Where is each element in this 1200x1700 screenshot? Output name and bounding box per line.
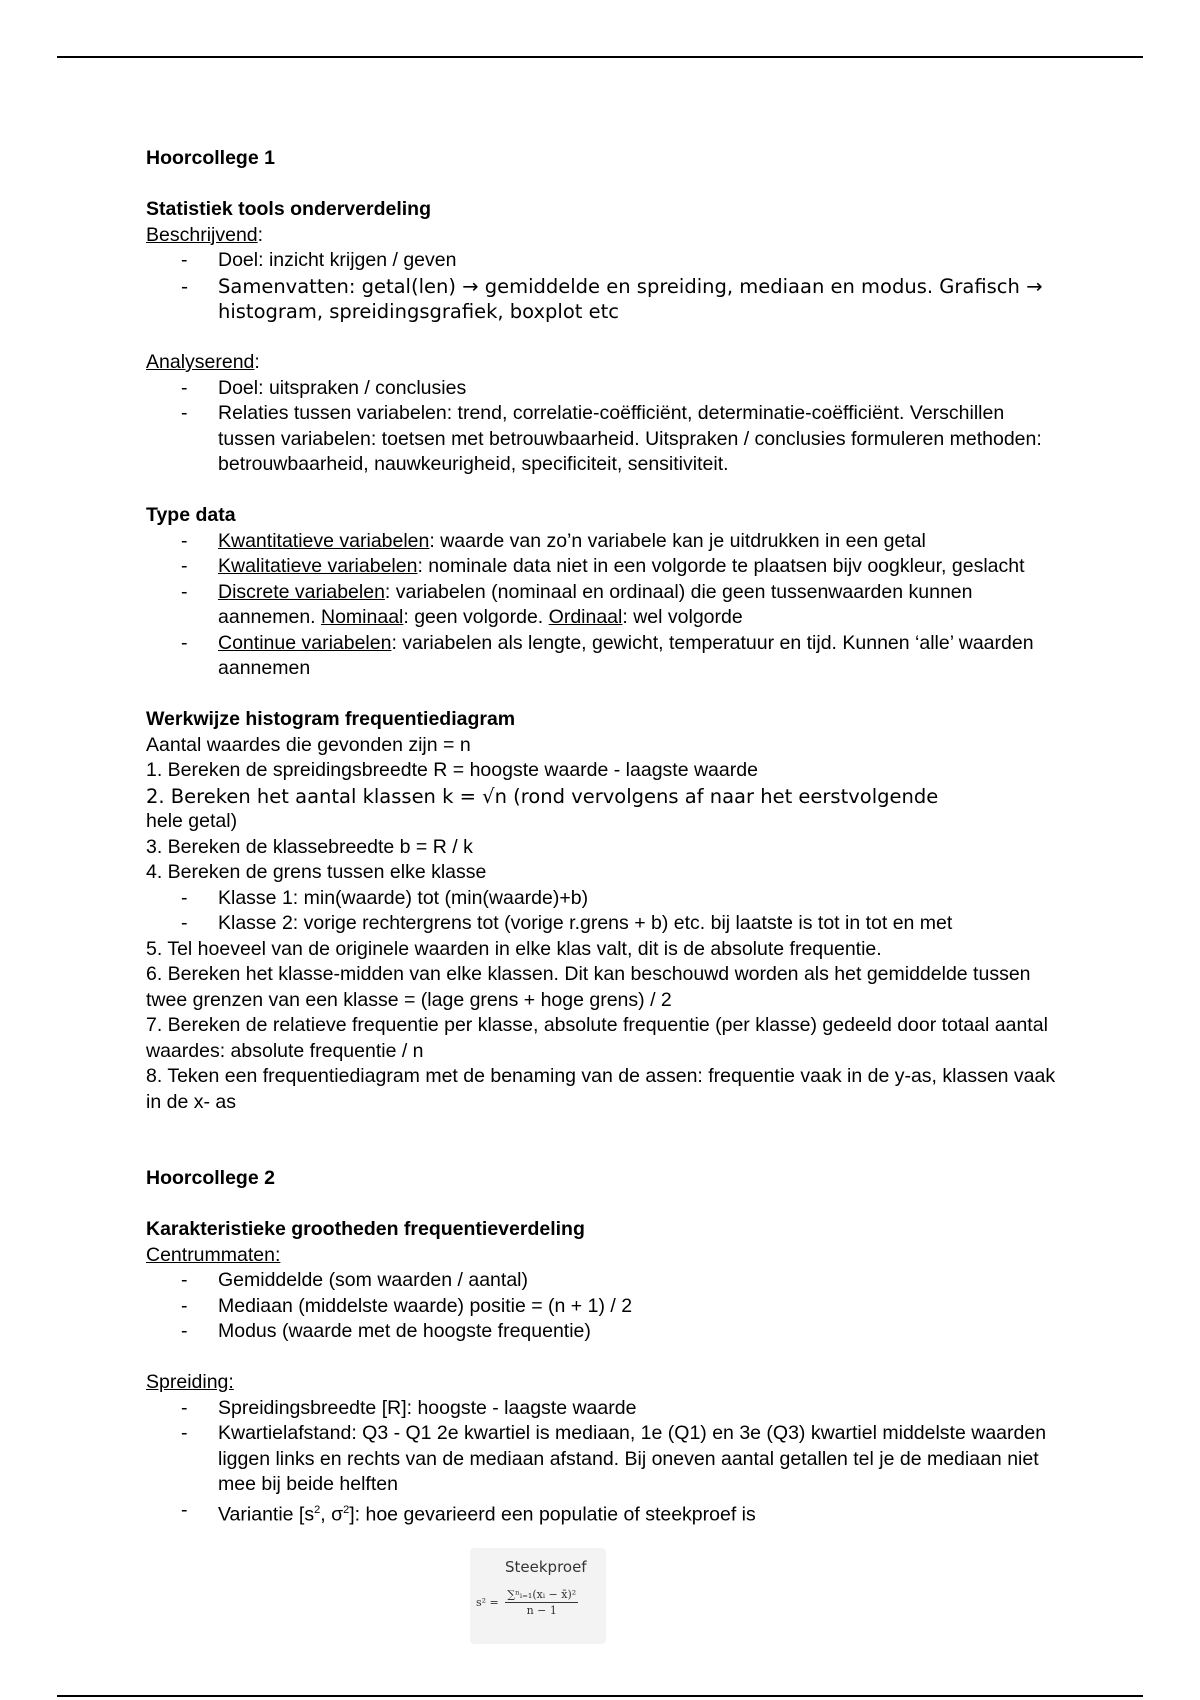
list-item: - Continue variabelen: variabelen als lengte, gewicht, temperatuur en tijd. Kunnen ‘alle’ waarden aannemen — [146, 631, 1066, 682]
werkwijze-intro: Aantal waardes die gevonden zijn = n — [146, 733, 471, 756]
type-data-list — [146, 529, 1066, 682]
formula-expression — [476, 1588, 578, 1618]
werkwijze-step-6: 6. Bereken het klasse-midden van elke klassen. Dit kan beschouwd worden als het gemiddelde tussen twee grenzen van een klasse = (lage grens + hoge grens) / 2 — [146, 963, 1031, 1011]
beschrijvend-list — [146, 248, 1066, 325]
list-item: - Discrete variabelen: variabelen (nominaal en ordinaal) die geen tussenwaarden kunnen aannemen. Nominaal: geen volgorde. Ordinaal: wel volgorde — [146, 580, 1066, 631]
list-item: - Doel: inzicht krijgen / geven — [146, 248, 1066, 274]
spreiding-list — [146, 1396, 1066, 1528]
type-data-heading: Type data — [146, 504, 236, 526]
formula-denominator: n − 1 — [526, 1603, 557, 1617]
list-item: - Mediaan (middelste waarde) positie = (n + 1) / 2 — [146, 1294, 1066, 1320]
formula-fraction — [505, 1588, 578, 1618]
werkwijze-step-4: 4. Bereken de grens tussen elke klasse — [146, 861, 487, 883]
list-item: - Spreidingsbreedte [R]: hoogste - laagste waarde — [146, 1396, 1066, 1422]
centrummaten-list — [146, 1268, 1066, 1345]
spreiding-label: Spreiding: — [146, 1371, 234, 1393]
list-item: - Klasse 1: min(waarde) tot (min(waarde)+b) — [146, 886, 1066, 912]
werkwijze-step-2-cont: hele getal) — [146, 810, 238, 832]
formula-title: Steekproef — [505, 1557, 587, 1576]
werkwijze-step-8: 8. Teken een frequentiediagram met de benaming van de assen: frequentie vaak in de y-as, klassen vaak in de x- as — [146, 1065, 1056, 1113]
analyserend-label: Analyserend: — [146, 351, 260, 373]
werkwijze-step-1: 1. Bereken de spreidingsbreedte R = hoogste waarde - laagste waarde — [146, 759, 758, 781]
werkwijze-heading: Werkwijze histogram frequentiediagram — [146, 708, 516, 730]
list-item: - Kwartielafstand: Q3 - Q1 2e kwartiel is mediaan, 1e (Q1) en 3e (Q3) kwartiel middelste waarden liggen links en rechts van de mediaan afstand. Bij oneven aantal getallen tel je de mediaan niet mee bij beide helften — [146, 1421, 1066, 1498]
werkwijze-step-7: 7. Bereken de relatieve frequentie per klasse, absolute frequentie (per klasse) gedeeld door totaal aantal waardes: absolute frequentie / n — [146, 1014, 1048, 1062]
analyserend-list — [146, 376, 1066, 478]
document-body — [146, 146, 1066, 1644]
centrummaten-label: Centrummaten: — [146, 1243, 281, 1266]
steekproef-formula-image — [470, 1548, 606, 1644]
formula-lhs: s² = — [476, 1595, 499, 1609]
tools-heading: Statistiek tools onderverdeling — [146, 198, 431, 220]
beschrijvend-label: Beschrijvend: — [146, 223, 264, 246]
list-item: - Klasse 2: vorige rechtergrens tot (vorige r.grens + b) etc. bij laatste is tot in tot en met — [146, 911, 1066, 937]
hoorcollege-1-title: Hoorcollege 1 — [146, 147, 275, 169]
list-item: - Variantie [$s^2$, $\sigma^2$]: hoe gevarieerd een populatie of steekproef is — [146, 1498, 1066, 1528]
list-item: - Kwantitatieve variabelen: waarde van zo’n variabele kan je uitdrukken in een getal — [146, 529, 1066, 555]
list-item: - Doel: uitspraken / conclusies — [146, 376, 1066, 402]
list-item: - Modus (waarde met de hoogste frequentie) — [146, 1319, 1066, 1345]
list-item: - Samenvatten: getal(len) → gemiddelde en spreiding, mediaan en modus. Grafisch → histogram, spreidingsgrafiek, boxplot etc — [146, 274, 1066, 325]
list-item: - Kwalitatieve variabelen: nominale data niet in een volgorde te plaatsen bijv oogkleur, geslacht — [146, 554, 1066, 580]
werkwijze-step-5: 5. Tel hoeveel van de originele waarden in elke klas valt, dit is de absolute frequentie. — [146, 937, 882, 960]
werkwijze-step-2: 2. Bereken het aantal klassen k = √n (rond vervolgens af naar het eerstvolgende — [146, 784, 939, 808]
karakteristieke-heading: Karakteristieke grootheden frequentieverdeling — [146, 1218, 585, 1240]
hoorcollege-2-title: Hoorcollege 2 — [146, 1167, 275, 1189]
list-item: - Relaties tussen variabelen: trend, correlatie-coëfficiënt, determinatie-coëfficiënt. Verschillen tussen variabelen: toetsen met betrouwbaarheid. Uitspraken / conclusies formuleren methoden: betrouwbaarheid, nauwkeurigheid, specificiteit, sensitiviteit. — [146, 401, 1066, 478]
werkwijze-step-3: 3. Bereken de klassebreedte b = R / k — [146, 835, 473, 858]
list-item: - Gemiddelde (som waarden / aantal) — [146, 1268, 1066, 1294]
bottom-rule — [57, 1695, 1143, 1697]
formula-numerator: ∑ⁿᵢ₌₁(xᵢ − x̄)² — [507, 1587, 577, 1601]
klasse-list — [146, 886, 1066, 937]
top-rule — [57, 56, 1143, 58]
